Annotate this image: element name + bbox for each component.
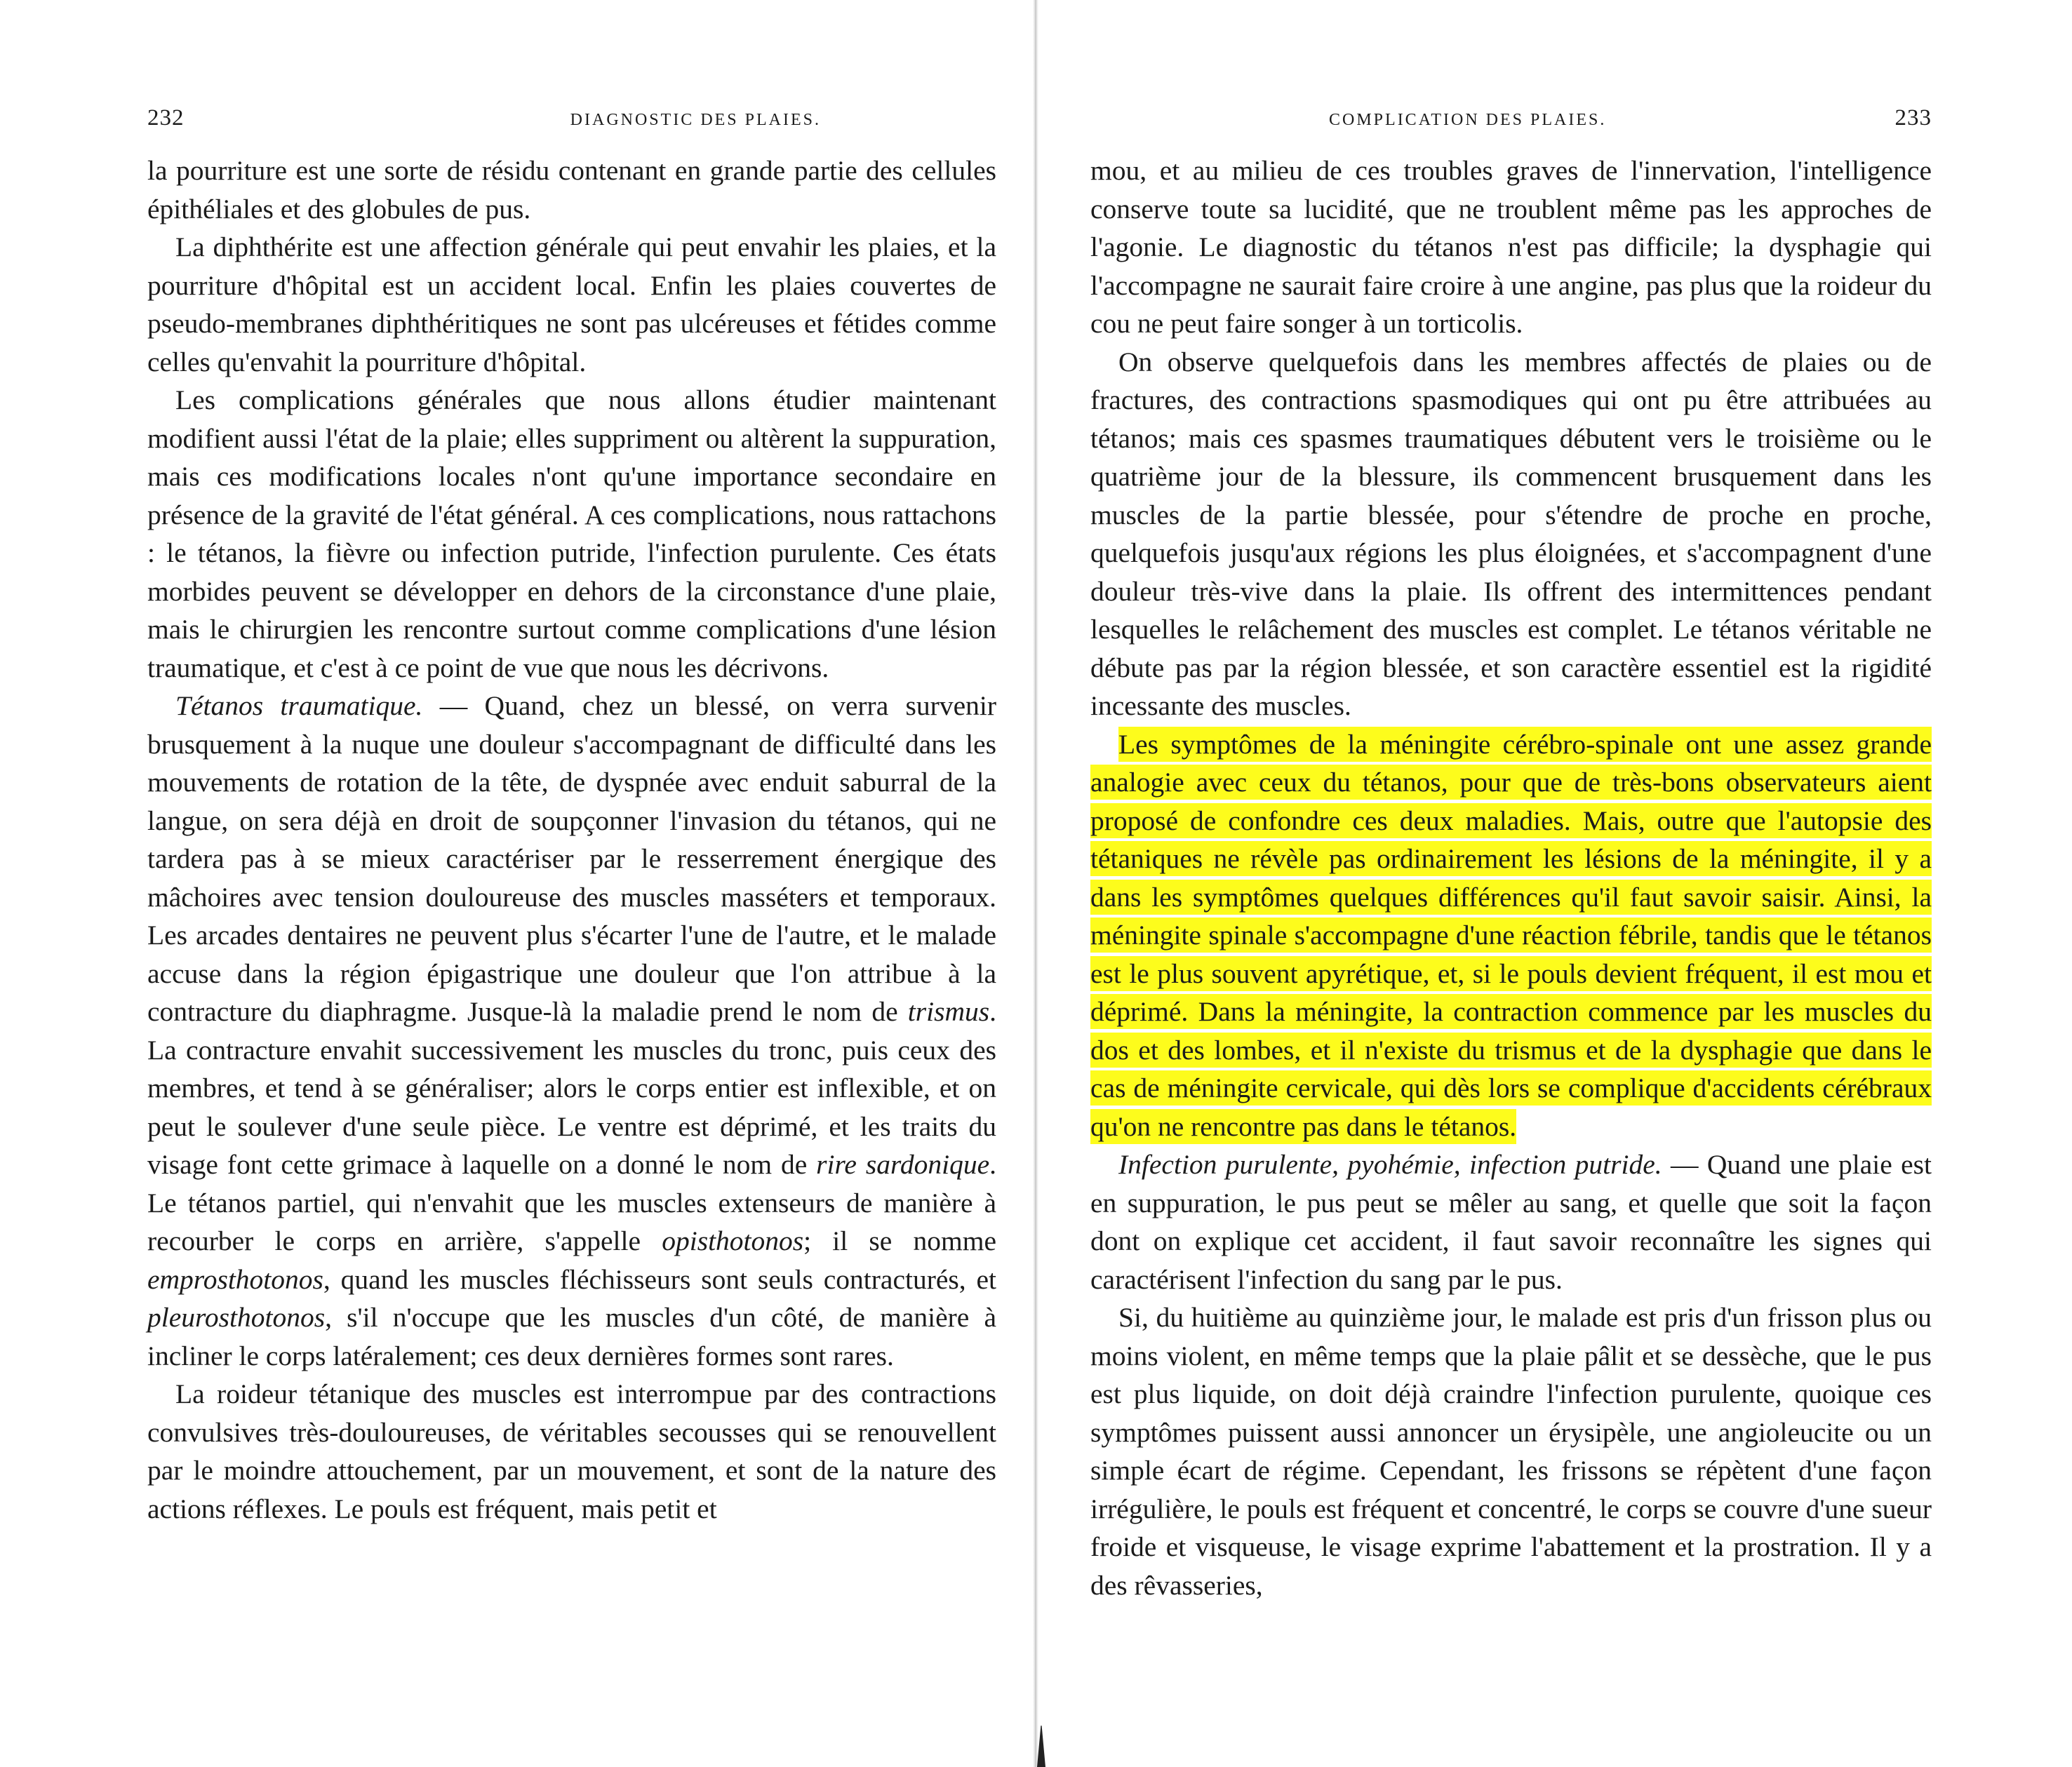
paragraph-text: . La contracture envahit successivement les muscles du tronc, puis ceux des membres, et tend à se généraliser; alors le corps entier est inflexible, et on peut le soulever d'une seule pièce. Le ventre est déprimé, et les traits du visage font cette grimace à laquelle on a donné le nom de — [147, 996, 996, 1180]
paragraph: On observe quelquefois dans les membres affectés de plaies ou de fractures, des contractions spasmodiques qui ont pu être attribuées au tétanos; mais ces spasmes traumatiques débutent vers le troisième ou le quatrième jour de la blessure, ils commencent brusquement dans les muscles de la partie blessée, pour s'étendre de proche en proche, quelquefois jusqu'aux régions les plus éloignées, et s'accompagnent d'une douleur très-vive dans la plaie. Ils offrent des intermittences pendant lesquelles le relâchement des muscles est complet. Le tétanos véritable ne débute pas par la région blessée, et son caractère essentiel est la rigidité incessante des muscles. — [1090, 346, 1932, 721]
term-emprosthotonos: emprosthotonos — [147, 1263, 323, 1295]
left-running-title: DIAGNOSTIC DES PLAIES. — [570, 111, 821, 129]
paragraph-text: ; il se nomme — [803, 1225, 997, 1256]
paragraph-highlighted — [1090, 725, 1932, 1146]
paragraph-text: , quand les muscles fléchisseurs sont seuls contracturés, et — [323, 1263, 996, 1295]
left-body-text — [147, 152, 996, 1528]
left-running-head — [147, 105, 996, 149]
highlighted-passage[interactable]: Les symptômes de la méningite cérébro-spinale ont une assez grande analogie avec ceux du tétanos, pour que de très-bons observateurs aient proposé de confondre ces deux maladies. Mais, outre que l'autopsie des tétaniques ne révèle pas ordinairement les lésions de la méningite, il y a dans les symptômes quelques différences qu'il faut savoir saisir. Ainsi, la méningite spinale s'accompagne d'une réaction fébrile, tandis que le tétanos est le plus souvent apyrétique, et, si le pouls devient fréquent, il est mou et déprimé. Dans la méningite, la contraction commence par les muscles du dos et des lombes, et il n'existe du trismus et de la dysphagie que dans le cas de méningite cervicale, qui dès lors se complique d'accidents cérébraux qu'on ne rencontre pas dans le tétanos. — [1090, 727, 1932, 1144]
right-page-number: 233 — [1894, 105, 1932, 130]
paragraph-infection — [1090, 1145, 1932, 1298]
paragraph: Si, du huitième au quinzième jour, le malade est pris d'un frisson plus ou moins violent, en même temps que la plaie pâlit et se dessèche, que le pus est plus liquide, on doit déjà craindre l'infection purulente, quoique ces symptômes puissent aussi annoncer un érysipèle, une angioleucite ou un simple écart de régime. Cependant, les frissons se répètent d'une façon irrégulière, le pouls est fréquent et concentré, le corps se couvre d'une sueur froide et visqueuse, le visage exprime l'abattement et la prostration. Il y a des rêvasseries, — [1090, 1302, 1932, 1601]
right-running-title: COMPLICATION DES PLAIES. — [1329, 111, 1607, 129]
paragraph: La diphthérite est une affection générale qui peut envahir les plaies, et la pourriture d'hôpital est un accident local. Enfin les plaies couvertes de pseudo-membranes diphthéritiques ne sont pas ulcéreuses et fétides comme celles qu'envahit la pourriture d'hôpital. — [147, 231, 996, 377]
left-page-number: 232 — [147, 105, 185, 130]
paragraph-text: — Quand une plaie est en suppuration, le pus peut se mêler au sang, et quelle que soit la façon dont on explique cet accident, il faut savoir reconnaître les signes qui caractérisent l'infection du sang par le pus. — [1090, 1149, 1932, 1295]
right-running-head — [1090, 105, 1932, 149]
term-trismus: trismus — [907, 996, 990, 1027]
paragraph: la pourriture est une sorte de résidu contenant en grande partie des cellules épithéliales et des globules de pus. — [147, 155, 996, 224]
term-pleurosthotonos: pleurosthotonos — [147, 1302, 326, 1333]
paragraph: mou, et au milieu de ces troubles graves de l'innervation, l'intelligence conserve toute sa lucidité, que ne troublent même pas les approches de l'agonie. Le diagnostic du tétanos n'est pas difficile; la dysphagie qui l'accompagne ne saurait faire croire à une angine, pas plus que la roideur du cou ne peut faire songer à un torticolis. — [1090, 155, 1932, 339]
term-rire-sardonique: rire sardonique — [816, 1149, 990, 1180]
paragraph: Les complications générales que nous allons étudier maintenant modifient aussi l'état de la plaie; elles suppriment ou altèrent la suppuration, mais ces modifications locales n'ont qu'une importance secondaire en présence de la gravité de l'état général. A ces complications, nous rattachons : le tétanos, la fièvre ou infection putride, l'infection purulente. Ces états morbides peuvent se développer en dehors de la circonstance d'une plaie, mais le chirurgien les rencontre surtout comme complications d'une lésion traumatique, et c'est à ce point de vue que nous les décrivons. — [147, 384, 996, 683]
paragraph-text: , s'il n'occupe que les muscles d'un côté, de manière à incliner le corps latéralement; ces deux dernières formes sont rares. — [147, 1302, 996, 1371]
right-body-text — [1090, 152, 1932, 1604]
section-heading-tetanos: Tétanos traumatique. — [175, 690, 423, 721]
paragraph-text: . Le tétanos partiel, qui n'envahit que les muscles extenseurs de manière à recourber le corps en arrière, s'appelle — [147, 1149, 996, 1256]
paragraph: La roideur tétanique des muscles est interrompue par des contractions convulsives très-douloureuses, de véritables secousses qui se renouvellent par le moindre attouchement, par un mouvement, et sont de la nature des actions réflexes. Le pouls est fréquent, mais petit et — [147, 1378, 996, 1524]
paragraph-tetanos — [147, 687, 996, 1375]
paragraph-text: — Quand, chez un blessé, on verra survenir brusquement à la nuque une douleur s'accompagnant de difficulté dans les mouvements de rotation de la tête, de dyspnée avec enduit saburral de la langue, on sera déjà en droit de soupçonner l'invasion du tétanos, qui ne tardera pas à se mieux caractériser par le resserrement énergique des mâchoires avec tension douloureuse des muscles masséters et temporaux. Les arcades dentaires ne peuvent plus s'écarter l'une de l'autre, et le malade accuse dans la région épigastrique une douleur que l'on attribue à la contracture du diaphragme. Jusque-là la maladie prend le nom de — [147, 690, 996, 1027]
right-page — [1036, 0, 2072, 1767]
term-opisthotonos: opisthotonos — [662, 1225, 804, 1256]
section-heading-infection: Infection purulente, pyohémie, infection putride. — [1118, 1149, 1662, 1180]
